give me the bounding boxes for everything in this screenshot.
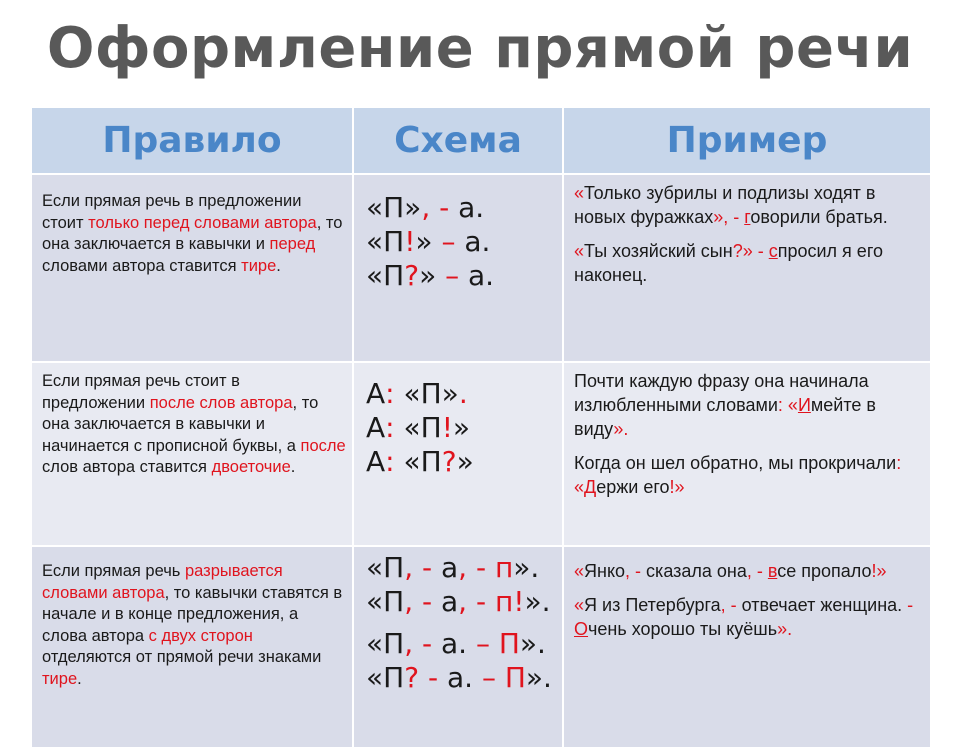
scheme-mark: , - — [421, 191, 450, 224]
example-sentence — [574, 451, 922, 499]
rule-text: Если прямая речь в предложении стоит — [42, 192, 302, 232]
example-mark: « — [574, 595, 585, 615]
scheme-line — [366, 411, 556, 445]
example-mark: ». — [777, 619, 793, 639]
scheme-part: а. — [438, 661, 482, 694]
example-mark: , - — [720, 595, 737, 615]
scheme-part: а. — [455, 225, 491, 258]
scheme-mark: , - — [404, 551, 433, 584]
example-cell — [563, 174, 931, 362]
rule-highlight: после — [300, 436, 346, 455]
scheme-cell — [353, 174, 563, 362]
rule-text: . — [77, 669, 82, 688]
example-sentence — [574, 181, 922, 229]
example-text: сказала она — [641, 561, 747, 581]
example-mark: « — [574, 561, 585, 581]
rule-cell — [31, 174, 353, 362]
example-text: ержи его — [596, 477, 670, 497]
scheme-part: «П — [366, 259, 405, 292]
scheme-mark: – — [445, 259, 460, 292]
scheme-part: «П — [366, 585, 405, 618]
example-text: Только зубрилы и подлизы ходят в новых фуражках — [574, 183, 876, 227]
example-mark: « — [574, 477, 585, 497]
example-sentence — [574, 369, 922, 441]
rule-highlight: разрывается словами автора — [42, 562, 283, 602]
scheme-part: ». — [519, 627, 546, 660]
example-mark: с — [768, 241, 778, 261]
example-text: отвечает женщина. — [736, 595, 908, 615]
scheme-part: «П — [366, 627, 405, 660]
rule-highlight: тире — [42, 669, 78, 688]
scheme-part: » — [456, 445, 474, 478]
scheme-part: «П — [394, 411, 442, 444]
scheme-part: ». — [525, 661, 552, 694]
rule-text: отделяются от прямой речи знаками — [42, 648, 322, 666]
example-mark: в — [767, 561, 778, 581]
example-mark: ?» - — [732, 241, 764, 261]
scheme-mark: п — [486, 551, 514, 584]
scheme-mark: : — [385, 377, 395, 410]
scheme-cell — [353, 362, 563, 546]
scheme-part: ». — [513, 551, 540, 584]
rule-text: Если прямая речь — [42, 562, 185, 580]
scheme-part: «П — [394, 445, 442, 478]
scheme-part: «П — [366, 225, 405, 258]
scheme-part: «П» — [366, 191, 422, 224]
scheme-part: » — [419, 259, 446, 292]
scheme-part: а — [432, 585, 459, 618]
scheme-line — [366, 259, 556, 293]
scheme-mark: П — [495, 661, 526, 694]
example-mark: ». — [613, 419, 629, 439]
table-row — [31, 362, 931, 546]
scheme-part: А — [366, 445, 386, 478]
example-mark: , - — [746, 561, 763, 581]
rule-text: . — [290, 458, 296, 476]
scheme-line — [366, 225, 556, 259]
rule-text: . — [276, 256, 281, 275]
rule-highlight: после слов автора — [149, 393, 293, 412]
scheme-part: а. — [449, 191, 485, 224]
scheme-line — [366, 585, 556, 619]
example-text: Я из Петербурга — [584, 595, 721, 615]
rule-text: Если прямая речь стоит в предложении — [42, 372, 240, 412]
example-mark: », - — [713, 207, 740, 227]
scheme-mark: : — [385, 411, 395, 444]
scheme-part: «П — [366, 551, 405, 584]
header-scheme: Схема — [353, 107, 563, 174]
scheme-mark: ? — [441, 445, 457, 478]
example-mark: !» — [871, 561, 887, 581]
example-mark: Д — [584, 477, 597, 497]
scheme-line — [366, 627, 556, 661]
rule-highlight: двоеточие — [211, 458, 291, 476]
example-mark: - — [907, 595, 914, 615]
rule-text: слов автора ставится — [42, 458, 212, 476]
scheme-line — [366, 551, 556, 585]
scheme-part: А — [366, 411, 386, 444]
scheme-mark: – — [475, 627, 490, 660]
example-mark: : — [896, 453, 902, 473]
rule-highlight: с двух сторон — [148, 626, 253, 645]
scheme-mark: , - — [404, 585, 433, 618]
page-title: Оформление прямой речи — [46, 16, 914, 81]
example-mark: « — [574, 241, 585, 261]
rule-cell — [31, 362, 353, 546]
example-text: Янко — [584, 561, 626, 581]
scheme-part: ». — [524, 585, 551, 618]
example-mark: О — [574, 619, 589, 639]
scheme-part: «П» — [394, 377, 459, 410]
scheme-cell — [353, 546, 563, 748]
example-mark: И — [797, 395, 811, 415]
scheme-part: » — [415, 225, 442, 258]
example-sentence — [574, 559, 922, 583]
example-text: се пропало — [777, 561, 872, 581]
scheme-mark: : — [385, 445, 395, 478]
scheme-mark: . — [458, 377, 468, 410]
scheme-mark: П — [489, 627, 520, 660]
scheme-part: а. — [432, 627, 476, 660]
table-row — [31, 546, 931, 748]
example-text: просил я его наконец. — [574, 241, 884, 285]
rule-highlight: только перед словами автора — [88, 213, 317, 232]
rule-highlight: тире — [241, 256, 277, 275]
example-mark: !» — [669, 477, 685, 497]
scheme-part: А — [366, 377, 386, 410]
example-cell — [563, 362, 931, 546]
example-cell — [563, 546, 931, 748]
scheme-mark: ? — [404, 661, 420, 694]
direct-speech-table — [30, 106, 932, 749]
scheme-mark: ? — [404, 259, 420, 292]
rule-text: , то кавычки ставятся в начале и в конце предложения, а слова автора — [42, 583, 343, 645]
scheme-mark: – — [481, 661, 496, 694]
scheme-line — [366, 445, 556, 479]
rule-text: , то она заключается в кавычки и — [42, 213, 343, 253]
header-example: Пример — [563, 107, 931, 174]
rule-text: , то она заключается в кавычки и начинается с прописной буквы, а — [42, 393, 319, 455]
scheme-part: а. — [459, 259, 495, 292]
scheme-mark: – — [441, 225, 456, 258]
scheme-mark: , - — [458, 585, 487, 618]
scheme-mark: ! — [404, 225, 416, 258]
example-mark: , - — [625, 561, 642, 581]
scheme-mark: , - — [404, 627, 433, 660]
example-text: мейте в виду — [574, 395, 876, 439]
rule-text: словами автора ставится — [42, 256, 242, 275]
scheme-mark: ! — [441, 411, 453, 444]
scheme-part: » — [452, 411, 471, 444]
header-row — [31, 107, 931, 174]
rule-highlight: перед — [269, 235, 316, 253]
example-mark: г — [744, 207, 751, 227]
example-mark: « — [574, 183, 585, 203]
scheme-line — [366, 377, 556, 411]
table-row — [31, 174, 931, 362]
example-text: чень хорошо ты куёшь — [588, 619, 778, 639]
scheme-mark: ! — [513, 585, 525, 618]
example-sentence — [574, 239, 922, 287]
scheme-line — [366, 661, 556, 695]
header-rule: Правило — [31, 107, 353, 174]
example-text: Ты хозяйский сын — [584, 241, 733, 261]
example-sentence — [574, 593, 922, 641]
scheme-part: «П — [366, 661, 405, 694]
example-text: оворили братья. — [750, 207, 888, 227]
scheme-line — [366, 191, 556, 225]
scheme-mark: - — [419, 661, 439, 694]
example-text: Когда он шел обратно, мы прокричали — [574, 453, 897, 473]
example-text: Почти каждую фразу она начинала излюбленными словами — [574, 371, 869, 415]
example-mark: « — [787, 395, 798, 415]
rule-cell — [31, 546, 353, 748]
scheme-mark: п — [486, 585, 514, 618]
example-mark: : — [777, 395, 783, 415]
scheme-mark: , - — [458, 551, 487, 584]
scheme-part: а — [432, 551, 459, 584]
